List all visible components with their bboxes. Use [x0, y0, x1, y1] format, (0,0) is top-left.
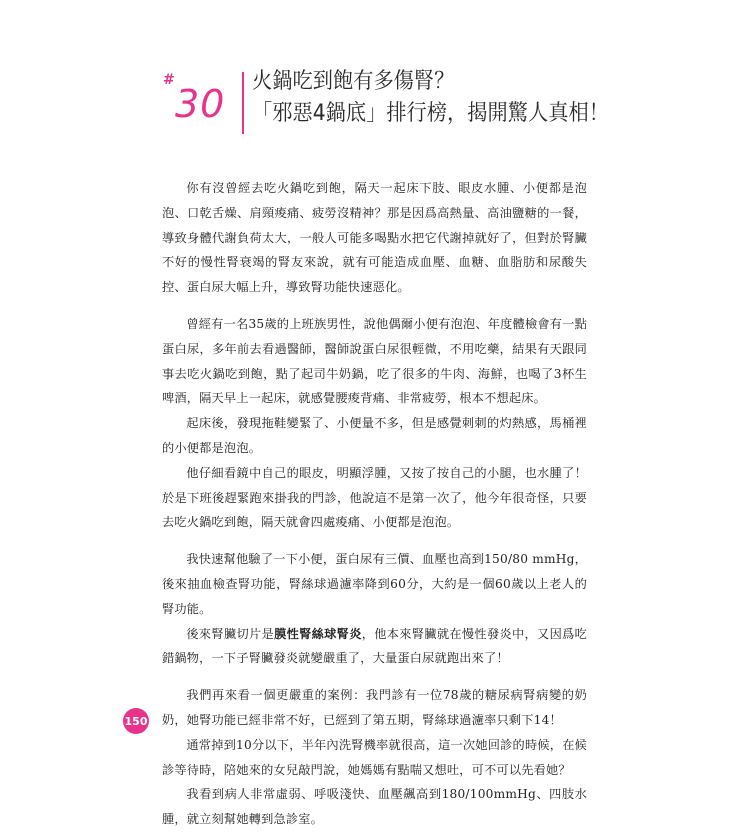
title-line-1: 火鍋吃到飽有多傷腎？ — [252, 69, 455, 94]
paragraph: 曾經有一名35歲的上班族男性，說他偶爾小便有泡泡、年度體檢會有一點蛋白尿，多年前去看過醫師，醫師說蛋白尿很輕微，不用吃藥，結果有天跟同事去吃火鍋吃到飽，點了起司牛奶鍋，吃了很多的牛肉、海鮮，也喝了3杯生啤酒，隔天早上一起床，就感覺腰痠背痛、非常疲勞，根本不想起床。 — [162, 316, 587, 406]
article-body — [162, 176, 587, 832]
title-line-2: 「邪惡4鍋底」排行榜，揭開驚人真相！ — [252, 101, 609, 126]
chapter-number: 30 — [175, 82, 226, 126]
bold-term: 膜性腎絲球腎炎 — [274, 626, 362, 641]
title-divider — [242, 72, 244, 134]
page-number: 150 — [123, 708, 149, 734]
paragraph: 通常掉到10分以下，半年內洗腎機率就很高，這一次她回診的時候，在候診等待時，陪她來的女兒敲門說，她媽媽有點喘又想吐，可不可以先看她？ — [162, 737, 587, 777]
chapter-title — [252, 66, 612, 130]
paragraph: 我快速幫他驗了一下小便，蛋白尿有三價、血壓也高到150/80 mmHg，後來抽血檢查腎功能，腎絲球過濾率降到60分，大約是一個60歲以上老人的腎功能。 — [162, 552, 587, 616]
paragraph-text: ，他本來腎臟就在慢性發炎中，又因爲吃錯鍋物，一下子腎臟發炎就變嚴重了，大量蛋白尿就跑出來了！ — [162, 626, 588, 666]
paragraph: 起床後，發現拖鞋變緊了、小便量不多，但是感覺刺刺的灼熱感，馬桶裡的小便都是泡泡。 — [162, 416, 587, 455]
paragraph: 你有沒曾經去吃火鍋吃到飽，隔天一起床下肢、眼皮水腫、小便都是泡泡、口乾舌燥、肩頸痠痛、疲勞沒精神？那是因爲高熱量、高油鹽糖的一餐，導致身體代謝負荷太大，一般人可能多喝點水把它代謝掉就好了，但對於腎臟不好的慢性腎衰竭的腎友來說，就有可能造成血壓、血糖、血脂肪和尿酸失控、蛋白尿大幅上升，導致腎功能快速惡化。 — [162, 181, 587, 295]
paragraph — [162, 622, 587, 672]
paragraph: 我們再來看一個更嚴重的案例：我門診有一位78歲的糖尿病腎病變的奶奶，她腎功能已經非常不好，已經到了第五期，腎絲球過濾率只剩下14！ — [162, 688, 587, 727]
paragraph-text: 後來腎臟切片是 — [186, 626, 275, 641]
paragraph: 我看到病人非常虛弱、呼吸淺快、血壓飆高到180/100mmHg、四肢水腫，就立刻幫她轉到急診室。 — [162, 787, 587, 827]
paragraph: 他仔細看鏡中自己的眼皮，明顯浮腫，又按了按自己的小腿，也水腫了！於是下班後趕緊跑來掛我的門診，他說這不是第一次了，他今年很奇怪，只要去吃火鍋吃到飽，隔天就會四處痠痛、小便都是泡泡。 — [162, 465, 587, 530]
chapter-hash: # — [163, 72, 175, 88]
